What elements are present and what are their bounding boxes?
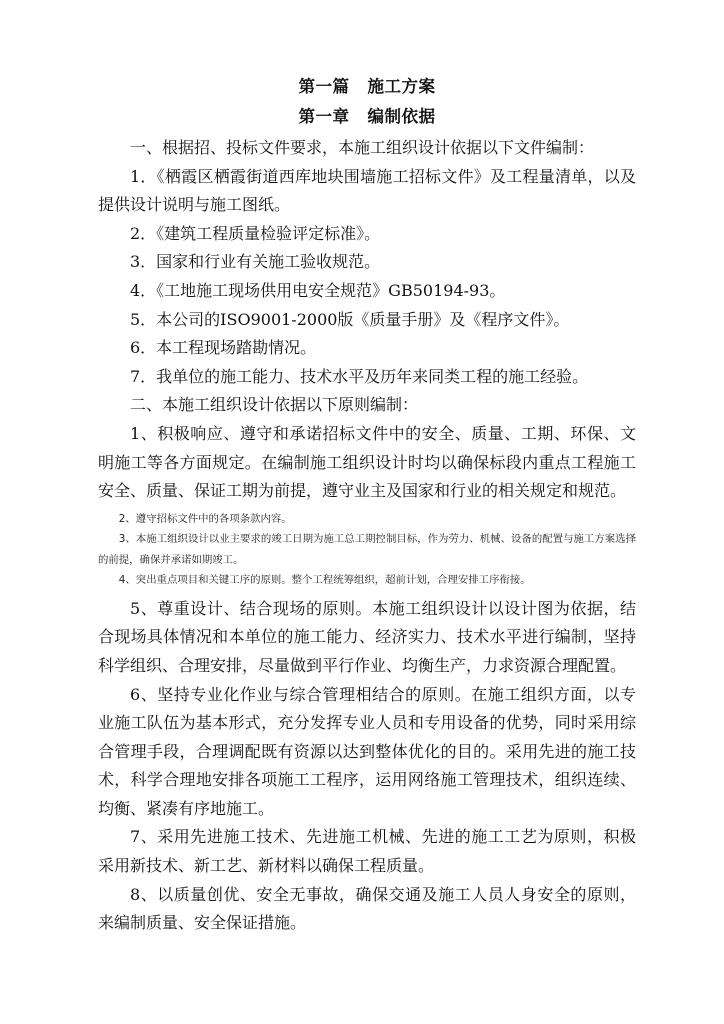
section1-item: 3．国家和行业有关施工验收规范。: [130, 252, 381, 272]
principle-4: 4、突出重点项目和关键工序的原则。整个工程统筹组织，超前计划，合理安排工序衔接。: [118, 574, 531, 587]
principle-8: 8、以质量创优、安全无事故，确保交通及施工人员人身安全的原则，来编制质量、安全保证措施。: [98, 884, 636, 933]
principle-2: 2、遵守招标文件中的各项条款内容。: [118, 512, 292, 525]
chapter-title-number: 第一章: [298, 107, 350, 126]
section1-item: 5．本公司的ISO9001-2000版《质量手册》及《程序文件》。: [130, 309, 570, 329]
chapter-title: [98, 104, 636, 130]
part-title-text: 施工方案: [367, 77, 436, 96]
section1-item: 2．《建筑工程质量检验评定标准》。: [130, 223, 381, 243]
section1-item: 6．本工程现场踏勘情况。: [130, 338, 317, 358]
principle-6: 6、坚持专业化作业与综合管理相结合的原则。在施工组织方面，以专业施工队伍为基本形式，充分发挥专业人员和专用设备的优势，同时采用综合管理手段，合理调配既有资源以达到整体优化的目的。采用先进的施工技术，科学合理地安排各项施工工程序，运用网络施工管理技术，组织连续、均衡、紧凑有序地施工。: [98, 684, 636, 818]
section1-item: 1．《栖霞区栖霞街道西库地块围墙施工招标文件》及工程量清单，以及提供设计说明与施工图纸。: [98, 166, 636, 215]
section1-item: 7．我单位的施工能力、技术水平及历年来同类工程的施工经验。: [130, 366, 589, 386]
principle-5: 5、尊重设计、结合现场的原则。本施工组织设计以设计图为依据，结合现场具体情况和本单位的施工能力、经济实力、技术水平进行编制，坚持科学组织、合理安排，尽量做到平行作业、均衡生产，力求资源合理配置。: [98, 598, 636, 675]
principle-3: 3、本施工组织设计以业主要求的竣工日期为施工总工期控制目标，作为劳力、机械、设备的配置与施工方案选择的前提，确保并承诺如期竣工。: [98, 533, 636, 566]
part-title-number: 第一篇: [298, 77, 350, 96]
section1-heading: 一、根据招、投标文件要求，本施工组织设计依据以下文件编制：: [130, 138, 595, 157]
section2-heading: 二、本施工组织设计依据以下原则编制：: [130, 395, 419, 415]
section1-item: 4．《工地施工现场供用电安全规范》GB50194-93。: [130, 280, 506, 300]
chapter-title-text: 编制依据: [367, 107, 436, 126]
principle-7: 7、采用先进施工技术、先进施工机械、先进的施工工艺为原则，积极采用新技术、新工艺、新材料以确保工程质量。: [98, 827, 636, 876]
part-title: [98, 74, 636, 100]
principle-1: 1、积极响应、遵守和承诺招标文件中的安全、质量、工期、环保、文明施工等各方面规定。在编制施工组织设计时均以确保标段内重点工程施工安全、质量、保证工期为前提，遵守业主及国家和行业的相关规定和规范。: [98, 423, 636, 501]
